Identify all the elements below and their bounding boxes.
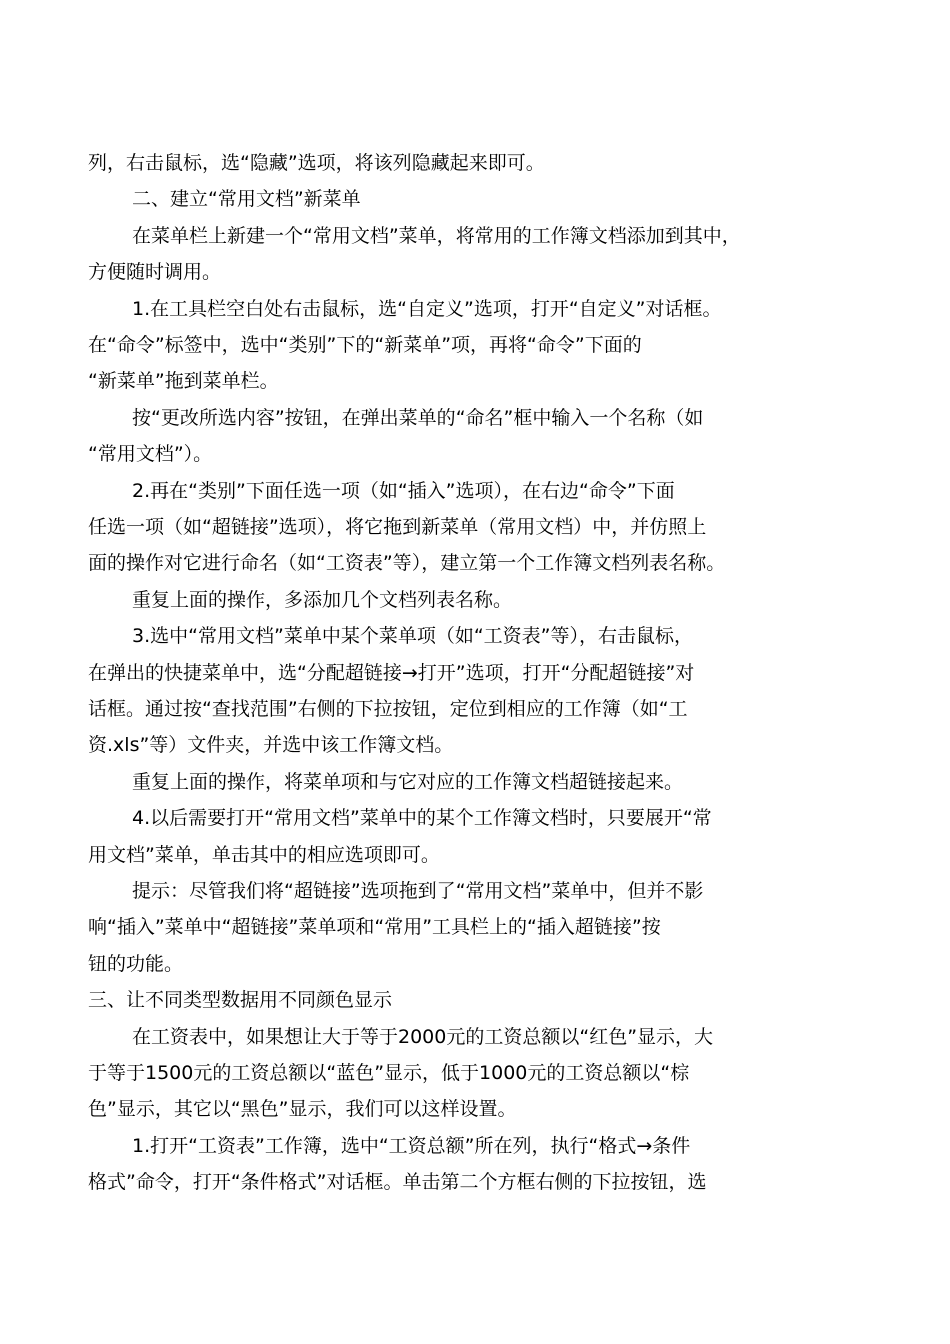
text-line: 响“插入”菜单中“超链接”菜单项和“常用”工具栏上的“插入超链接”按 (88, 916, 661, 938)
section-heading: 三、让不同类型数据用不同颜色显示 (88, 989, 393, 1011)
text-line: 色”显示，其它以“黑色”显示，我们可以这样设置。 (88, 1098, 517, 1120)
text-line: 在弹出的快捷菜单中，选“分配超链接→打开”选项，打开“分配超链接”对 (88, 662, 695, 684)
text-line: 在工资表中，如果想让大于等于2000元的工资总额以“红色”显示，大 (132, 1026, 714, 1048)
text-line: 提示：尽管我们将“超链接”选项拖到了“常用文档”菜单中，但并不影 (132, 880, 704, 902)
text-line: 钮的功能。 (88, 953, 184, 975)
text-line: “新菜单”拖到菜单栏。 (88, 370, 279, 392)
text-line: 3.选中“常用文档”菜单中某个菜单项（如“工资表”等），右击鼠标， (132, 625, 694, 647)
text-line: 列，右击鼠标，选“隐藏”选项，将该列隐藏起来即可。 (88, 152, 545, 174)
text-line: 面的操作对它进行命名（如“工资表”等），建立第一个工作簿文档列表名称。 (88, 552, 726, 574)
text-line: 于等于1500元的工资总额以“蓝色”显示，低于1000元的工资总额以“棕 (88, 1062, 690, 1084)
text-line: 任选一项（如“超链接”选项），将它拖到新菜单（常用文档）中，并仿照上 (88, 516, 707, 538)
text-line: 资.xls”等）文件夹，并选中该工作簿文档。 (88, 734, 454, 756)
text-line: “常用文档”）。 (88, 443, 213, 465)
text-line: 按“更改所选内容”按钮，在弹出菜单的“命名”框中输入一个名称（如 (132, 407, 704, 429)
text-line: 话框。通过按“查找范围”右侧的下拉按钮，定位到相应的工作簿（如“工 (88, 698, 688, 720)
text-line: 格式”命令，打开“条件格式”对话框。单击第二个方框右侧的下拉按钮，选 (88, 1171, 707, 1193)
text-line: 重复上面的操作，将菜单项和与它对应的工作簿文档超链接起来。 (132, 771, 684, 793)
text-line: 在“命令”标签中，选中“类别”下的“新菜单”项，再将“命令”下面的 (88, 334, 642, 356)
text-line: 2.再在“类别”下面任选一项（如“插入”选项），在右边“命令”下面 (132, 480, 675, 502)
section-heading: 二、建立“常用文档”新菜单 (132, 188, 361, 210)
text-line: 1.打开“工资表”工作簿，选中“工资总额”所在列，执行“格式→条件 (132, 1135, 691, 1157)
text-line: 1.在工具栏空白处右击鼠标，选“自定义”选项，打开“自定义”对话框。 (132, 298, 722, 320)
text-line: 在菜单栏上新建一个“常用文档”菜单，将常用的工作簿文档添加到其中， (132, 225, 741, 247)
text-line: 用文档”菜单，单击其中的相应选项即可。 (88, 844, 440, 866)
text-line: 重复上面的操作，多添加几个文档列表名称。 (132, 589, 513, 611)
text-line: 4.以后需要打开“常用文档”菜单中的某个工作簿文档时，只要展开“常 (132, 807, 712, 829)
text-line: 方便随时调用。 (88, 261, 222, 283)
